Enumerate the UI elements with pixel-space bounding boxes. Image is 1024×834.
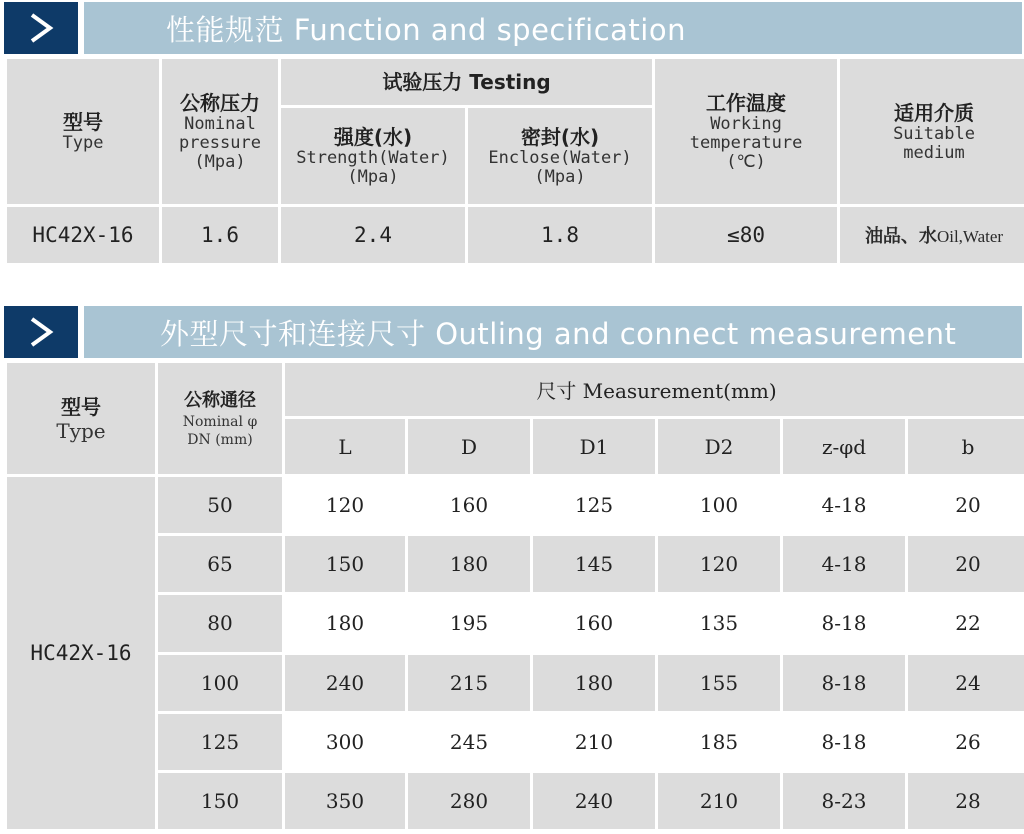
table-cell: 150: [285, 536, 405, 592]
chevron-right-icon: [4, 2, 78, 54]
table-cell: 160: [408, 477, 530, 533]
table-cell: 125: [158, 714, 282, 770]
table-cell: 180: [408, 536, 530, 592]
table-row: [7, 655, 1024, 711]
table-cell: 210: [533, 714, 655, 770]
table-cell: 120: [658, 536, 780, 592]
table-cell: 100: [658, 477, 780, 533]
col-header-D1: D1: [533, 419, 655, 474]
table-cell: 185: [658, 714, 780, 770]
table-cell: 8-18: [783, 655, 905, 711]
table-cell: 20: [908, 477, 1024, 533]
table-cell: 180: [533, 655, 655, 711]
header-suitable-medium: 适用介质 Suitable medium: [840, 59, 1024, 204]
table-cell: 300: [285, 714, 405, 770]
table-cell: 20: [908, 536, 1024, 592]
table-cell: 280: [408, 773, 530, 829]
cell-type: HC42X-16: [7, 207, 159, 263]
table-cell: 350: [285, 773, 405, 829]
col-header-z-phi-d: z-φd: [783, 419, 905, 474]
cell-nominal-pressure: 1.6: [162, 207, 278, 263]
table-cell: 8-18: [783, 595, 905, 651]
table-cell: 160: [533, 595, 655, 651]
col-header-b: b: [908, 419, 1024, 474]
table-row: [7, 477, 1024, 533]
table-cell: 245: [408, 714, 530, 770]
table-row: [7, 536, 1024, 592]
table-cell: 65: [158, 536, 282, 592]
col-header-D: D: [408, 419, 530, 474]
table-cell: 240: [533, 773, 655, 829]
table-cell: 240: [285, 655, 405, 711]
table-cell: 4-18: [783, 477, 905, 533]
header-nominal-pressure: 公称压力 Nominal pressure (Mpa): [162, 59, 278, 204]
cell-model: HC42X-16: [7, 477, 155, 829]
header-working-temperature: 工作温度 Working temperature (℃): [655, 59, 837, 204]
chevron-right-icon: [4, 306, 78, 358]
section-title: 外型尺寸和连接尺寸 Outling and connect measurement: [160, 316, 957, 351]
header-measurement: 尺寸 Measurement(mm): [285, 363, 1024, 416]
function-spec-table: [4, 56, 1024, 266]
header-type: 型号 Type: [7, 363, 155, 474]
table-cell: 50: [158, 477, 282, 533]
section-banner-outline: [4, 306, 1022, 358]
table-cell: 150: [158, 773, 282, 829]
cell-enclose: 1.8: [468, 207, 652, 263]
cell-medium: 油品、水Oil,Water: [840, 207, 1024, 263]
table-cell: 145: [533, 536, 655, 592]
table-row: [7, 773, 1024, 829]
header-enclose: 密封(水) Enclose(Water) (Mpa): [468, 108, 652, 204]
section-banner-function: [4, 2, 1022, 54]
table-cell: 195: [408, 595, 530, 651]
header-nominal-dn: 公称通径 Nominal φ DN (mm): [158, 363, 282, 474]
header-testing-pressure: 试验压力 Testing: [281, 59, 652, 105]
table-cell: 28: [908, 773, 1024, 829]
table-cell: 22: [908, 595, 1024, 651]
section-title: 性能规范 Function and specification: [166, 12, 686, 47]
table-cell: 155: [658, 655, 780, 711]
table-cell: 210: [658, 773, 780, 829]
col-header-L: L: [285, 419, 405, 474]
header-strength: 强度(水) Strength(Water) (Mpa): [281, 108, 465, 204]
table-cell: 215: [408, 655, 530, 711]
table-cell: 8-23: [783, 773, 905, 829]
table-cell: 80: [158, 595, 282, 651]
header-type: 型号 Type: [7, 59, 159, 204]
cell-strength: 2.4: [281, 207, 465, 263]
cell-temperature: ≤80: [655, 207, 837, 263]
table-cell: 4-18: [783, 536, 905, 592]
table-cell: 120: [285, 477, 405, 533]
table-cell: 100: [158, 655, 282, 711]
table-cell: 125: [533, 477, 655, 533]
table-cell: 8-18: [783, 714, 905, 770]
table-row: [7, 714, 1024, 770]
table-cell: 26: [908, 714, 1024, 770]
outline-measurement-table: [4, 360, 1024, 832]
table-cell: 180: [285, 595, 405, 651]
col-header-D2: D2: [658, 419, 780, 474]
table-cell: 24: [908, 655, 1024, 711]
table-row: [7, 595, 1024, 651]
table-cell: 135: [658, 595, 780, 651]
